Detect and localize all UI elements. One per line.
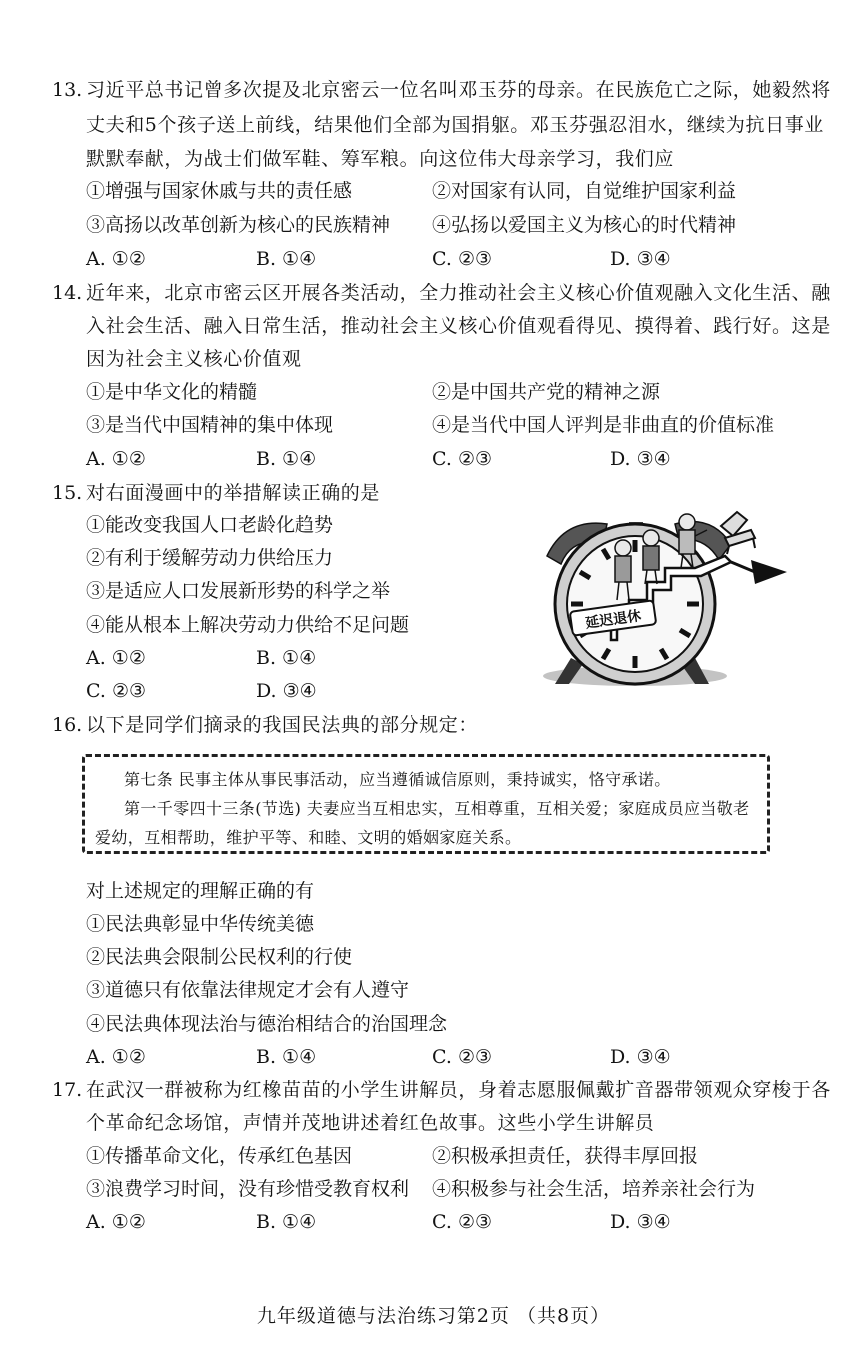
question-text: 因为社会主义核心价值观 bbox=[86, 348, 302, 370]
statement: ②积极承担责任，获得丰厚回报 bbox=[432, 1145, 699, 1167]
choice-b[interactable]: B. ①④ bbox=[256, 448, 317, 470]
statement: ②是中国共产党的精神之源 bbox=[432, 381, 661, 403]
choice-d[interactable]: D. ③④ bbox=[610, 248, 671, 270]
choice-a[interactable]: A. ①② bbox=[86, 1211, 146, 1233]
question-text: 丈夫和5个孩子送上前线，结果他们全部为国捐躯。邓玉芬强忍泪水，继续为抗日事业 bbox=[86, 114, 824, 136]
choice-c[interactable]: C. ②③ bbox=[432, 1211, 493, 1233]
choice-d[interactable]: D. ③④ bbox=[610, 1211, 671, 1233]
statement: ④是当代中国人评判是非曲直的价值标准 bbox=[432, 414, 775, 436]
choice-c[interactable]: C. ②③ bbox=[432, 1046, 493, 1068]
retirement-clock-cartoon bbox=[525, 508, 787, 690]
statement: ①民法典彰显中华传统美德 bbox=[86, 913, 315, 935]
question-number: 17. bbox=[52, 1079, 83, 1101]
statement: ②有利于缓解劳动力供给压力 bbox=[86, 547, 334, 569]
statement: ①能改变我国人口老龄化趋势 bbox=[86, 514, 334, 536]
choice-c[interactable]: C. ②③ bbox=[432, 248, 493, 270]
choice-a[interactable]: A. ①② bbox=[86, 248, 146, 270]
choice-b[interactable]: B. ①④ bbox=[256, 647, 317, 669]
question-text: 以下是同学们摘录的我国民法典的部分规定： bbox=[86, 714, 479, 736]
statement: ④能从根本上解决劳动力供给不足问题 bbox=[86, 614, 410, 636]
choice-c[interactable]: C. ②③ bbox=[432, 448, 493, 470]
statement: ①是中华文化的精髓 bbox=[86, 381, 258, 403]
statement: ④积极参与社会生活，培养亲社会行为 bbox=[432, 1178, 756, 1200]
choice-d[interactable]: D. ③④ bbox=[610, 1046, 671, 1068]
statement: ②民法典会限制公民权利的行使 bbox=[86, 946, 353, 968]
choice-b[interactable]: B. ①④ bbox=[256, 248, 317, 270]
question-text: 近年来，北京市密云区开展各类活动，全力推动社会主义核心价值观融入文化生活、融 bbox=[86, 282, 831, 304]
choice-c[interactable]: C. ②③ bbox=[86, 680, 147, 702]
statement: ③浪费学习时间，没有珍惜受教育权利 bbox=[86, 1178, 410, 1200]
choice-d[interactable]: D. ③④ bbox=[610, 448, 671, 470]
choice-a[interactable]: A. ①② bbox=[86, 448, 146, 470]
statement: ①增强与国家休戚与共的责任感 bbox=[86, 180, 353, 202]
page-footer: 九年级道德与法治练习第2页 （共8页） bbox=[256, 1305, 611, 1327]
question-number: 14. bbox=[52, 282, 83, 304]
excerpt-line: 第七条 民事主体从事民事活动，应当遵循诚信原则，秉持诚实，恪守承诺。 bbox=[124, 770, 671, 789]
statement: ④民法典体现法治与德治相结合的治国理念 bbox=[86, 1013, 448, 1035]
statement: ④弘扬以爱国主义为核心的时代精神 bbox=[432, 214, 737, 236]
statement: ①传播革命文化，传承红色基因 bbox=[86, 1145, 353, 1167]
excerpt-line: 第一千零四十三条(节选) 夫妻应当互相忠实，互相尊重，互相关爱；家庭成员应当敬老 bbox=[124, 799, 750, 818]
question-text: 习近平总书记曾多次提及北京密云一位名叫邓玉芬的母亲。在民族危亡之际，她毅然将 bbox=[86, 79, 831, 101]
choice-a[interactable]: A. ①② bbox=[86, 647, 146, 669]
question-text: 默默奉献，为战士们做军鞋、筹军粮。向这位伟大母亲学习，我们应 bbox=[86, 148, 675, 170]
question-text: 入社会生活、融入日常生活，推动社会主义核心价值观看得见、摸得着、践行好。这是 bbox=[86, 315, 831, 337]
question-number: 16. bbox=[52, 714, 83, 736]
statement: ③是当代中国精神的集中体现 bbox=[86, 414, 334, 436]
question-prompt: 对上述规定的理解正确的有 bbox=[86, 880, 315, 902]
statement: ③是适应人口发展新形势的科学之举 bbox=[86, 580, 391, 602]
statement: ③道德只有依靠法律规定才会有人遵守 bbox=[86, 979, 410, 1001]
question-text: 在武汉一群被称为红橡苗苗的小学生讲解员，身着志愿服佩戴扩音器带领观众穿梭于各 bbox=[86, 1079, 831, 1101]
cartoon-label: 延迟退休 bbox=[584, 608, 643, 632]
choice-b[interactable]: B. ①④ bbox=[256, 1211, 317, 1233]
choice-b[interactable]: B. ①④ bbox=[256, 1046, 317, 1068]
question-number: 13. bbox=[52, 79, 83, 101]
statement: ②对国家有认同，自觉维护国家利益 bbox=[432, 180, 737, 202]
question-number: 15. bbox=[52, 482, 83, 504]
choice-a[interactable]: A. ①② bbox=[86, 1046, 146, 1068]
statement: ③高扬以改革创新为核心的民族精神 bbox=[86, 214, 391, 236]
question-text: 个革命纪念场馆，声情并茂地讲述着红色故事。这些小学生讲解员 bbox=[86, 1112, 655, 1134]
question-text: 对右面漫画中的举措解读正确的是 bbox=[86, 482, 381, 504]
choice-d[interactable]: D. ③④ bbox=[256, 680, 317, 702]
excerpt-line: 爱幼，互相帮助，维护平等、和睦、文明的婚姻家庭关系。 bbox=[95, 828, 522, 847]
